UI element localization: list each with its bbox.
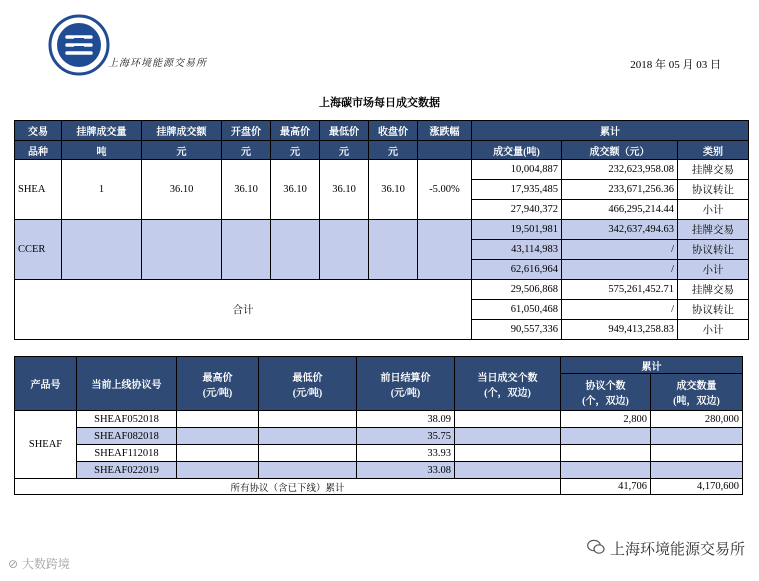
col-list-amount: 挂牌成交额	[142, 121, 222, 141]
col-low: 最低价	[320, 121, 369, 141]
cum-volume-cell: 27,940,372	[472, 200, 562, 220]
cum-amount-cell: 232,623,958.08	[562, 160, 678, 180]
cum-amount-cell: /	[562, 260, 678, 280]
col-cum-volume: 成交量(吨)	[472, 141, 562, 160]
cum-volume-cell: 29,506,868	[472, 280, 562, 300]
low-cell	[259, 445, 357, 462]
open-cell: 36.10	[222, 160, 271, 220]
daily-trade-table	[14, 120, 749, 340]
col-high: 最高价	[271, 121, 320, 141]
table-row	[15, 428, 743, 445]
col-low	[259, 357, 357, 411]
cum-type-cell: 挂牌交易	[678, 280, 749, 300]
cum-qty-cell	[651, 462, 743, 479]
watermark-right	[587, 538, 745, 559]
contract-cell: SHEAF112018	[77, 445, 177, 462]
change-cell	[418, 220, 472, 280]
col-cum-qty-l1: 成交数量	[676, 381, 717, 392]
table-row	[15, 479, 743, 495]
unit-open: 元	[222, 141, 271, 160]
cum-type-cell: 协议转让	[678, 240, 749, 260]
cum-amount-cell: 575,261,452.71	[562, 280, 678, 300]
cum-type-cell: 小计	[678, 200, 749, 220]
day-count-cell	[455, 462, 561, 479]
table-row	[15, 220, 749, 240]
low-cell	[259, 411, 357, 428]
cum-count-cell	[561, 445, 651, 462]
unit-close: 元	[369, 141, 418, 160]
exchange-logo-icon	[48, 14, 110, 76]
col-cum-qty	[651, 374, 743, 411]
settle-cell: 33.93	[357, 445, 455, 462]
table-row	[15, 411, 743, 428]
col-day-count	[455, 357, 561, 411]
cum-qty-cell: 280,000	[651, 411, 743, 428]
cum-volume-cell: 17,935,485	[472, 180, 562, 200]
cum-amount-cell: 949,413,258.83	[562, 320, 678, 340]
contract-cell: SHEAF052018	[77, 411, 177, 428]
col-settle-l2: (元/吨)	[390, 387, 421, 399]
col-day-count-l2: (个，双边)	[484, 387, 531, 399]
col-cumulative: 累计	[472, 121, 749, 141]
list-volume-cell	[62, 220, 142, 280]
unit-high: 元	[271, 141, 320, 160]
cum-amount-cell: 342,637,494.63	[562, 220, 678, 240]
cum-amount-cell: 233,671,256.36	[562, 180, 678, 200]
cum-qty-cell: 4,170,600	[651, 479, 743, 495]
col-settle-l1: 前日结算价	[380, 372, 431, 384]
settle-cell: 35.75	[357, 428, 455, 445]
brand-icon: ⊘	[8, 557, 19, 571]
table-row	[15, 280, 749, 300]
day-count-cell	[455, 428, 561, 445]
high-cell	[177, 411, 259, 428]
high-cell: 36.10	[271, 160, 320, 220]
cum-count-cell	[561, 462, 651, 479]
low-cell	[259, 462, 357, 479]
low-cell	[320, 220, 369, 280]
table-row	[15, 160, 749, 180]
col-cum-qty-l2: (吨，双边)	[673, 396, 720, 407]
list-amount-cell: 36.10	[142, 160, 222, 220]
contract-cell: SHEAF022019	[77, 462, 177, 479]
total-label: 所有协议（含已下线）累计	[15, 479, 561, 495]
cum-volume-cell: 43,114,983	[472, 240, 562, 260]
table-row	[15, 462, 743, 479]
settle-cell: 38.09	[357, 411, 455, 428]
cum-type-cell: 协议转让	[678, 300, 749, 320]
col-cum-count	[561, 374, 651, 411]
cum-count-cell	[561, 428, 651, 445]
high-cell	[177, 462, 259, 479]
col-cum-count-l1: 协议个数	[585, 381, 626, 392]
watermark-left-text: 大数跨境	[21, 557, 70, 571]
col-change: 涨跌幅	[418, 121, 472, 141]
low-cell	[259, 428, 357, 445]
unit-vol: 吨	[62, 141, 142, 160]
cum-count-cell: 2,800	[561, 411, 651, 428]
cum-type-cell: 小计	[678, 260, 749, 280]
day-count-cell	[455, 411, 561, 428]
report-date: 2018 年 05 月 03 日	[630, 59, 721, 71]
cum-type-cell: 挂牌交易	[678, 220, 749, 240]
col-cum-amount: 成交额（元）	[562, 141, 678, 160]
cum-amount-cell: /	[562, 240, 678, 260]
settle-cell: 33.08	[357, 462, 455, 479]
col-settle	[357, 357, 455, 411]
contract-cell: SHEAF082018	[77, 428, 177, 445]
col-contract: 当前上线协议号	[77, 357, 177, 411]
col-high-l2: (元/吨)	[202, 387, 233, 399]
wechat-icon	[587, 539, 605, 559]
product-cell: SHEA	[15, 160, 62, 220]
forward-contract-table	[14, 356, 743, 495]
list-volume-cell: 1	[62, 160, 142, 220]
col-product-top: 交易	[15, 121, 62, 141]
high-cell	[271, 220, 320, 280]
watermark-right-text: 上海环境能源交易所	[609, 540, 745, 558]
cum-amount-cell: /	[562, 300, 678, 320]
col-list-volume: 挂牌成交量	[62, 121, 142, 141]
col-product-no: 产品号	[15, 357, 77, 411]
col-open: 开盘价	[222, 121, 271, 141]
cum-type-cell: 协议转让	[678, 180, 749, 200]
day-count-cell	[455, 445, 561, 462]
col-day-count-l1: 当日成交个数	[477, 372, 538, 384]
col-close: 收盘价	[369, 121, 418, 141]
cum-qty-cell	[651, 445, 743, 462]
col-high	[177, 357, 259, 411]
close-cell: 36.10	[369, 160, 418, 220]
page-title: 上海碳市场每日成交数据	[319, 97, 440, 109]
unit-change	[418, 141, 472, 160]
low-cell: 36.10	[320, 160, 369, 220]
unit-amt: 元	[142, 141, 222, 160]
col-cum-count-l2: (个，双边)	[582, 396, 629, 407]
unit-low: 元	[320, 141, 369, 160]
cum-volume-cell: 10,004,887	[472, 160, 562, 180]
col-product-bottom: 品种	[15, 141, 62, 160]
cum-volume-cell: 90,557,336	[472, 320, 562, 340]
list-amount-cell	[142, 220, 222, 280]
col-cumulative: 累计	[561, 357, 743, 374]
cum-type-cell: 小计	[678, 320, 749, 340]
cum-qty-cell	[651, 428, 743, 445]
col-high-l1: 最高价	[202, 372, 233, 384]
logo-script-text: 上海环境能源交易所	[108, 58, 207, 69]
total-label: 合计	[15, 280, 472, 340]
high-cell	[177, 445, 259, 462]
cum-type-cell: 挂牌交易	[678, 160, 749, 180]
product-cell: CCER	[15, 220, 62, 280]
cum-volume-cell: 19,501,981	[472, 220, 562, 240]
open-cell	[222, 220, 271, 280]
col-low-l2: (元/吨)	[292, 387, 323, 399]
col-cum-type: 类别	[678, 141, 749, 160]
close-cell	[369, 220, 418, 280]
table-row	[15, 445, 743, 462]
cum-volume-cell: 61,050,468	[472, 300, 562, 320]
cum-volume-cell: 62,616,964	[472, 260, 562, 280]
col-low-l1: 最低价	[292, 372, 323, 384]
cum-count-cell: 41,706	[561, 479, 651, 495]
high-cell	[177, 428, 259, 445]
cum-amount-cell: 466,295,214.44	[562, 200, 678, 220]
change-cell: -5.00%	[418, 160, 472, 220]
product-no-cell: SHEAF	[15, 411, 77, 479]
watermark-left	[8, 555, 70, 572]
